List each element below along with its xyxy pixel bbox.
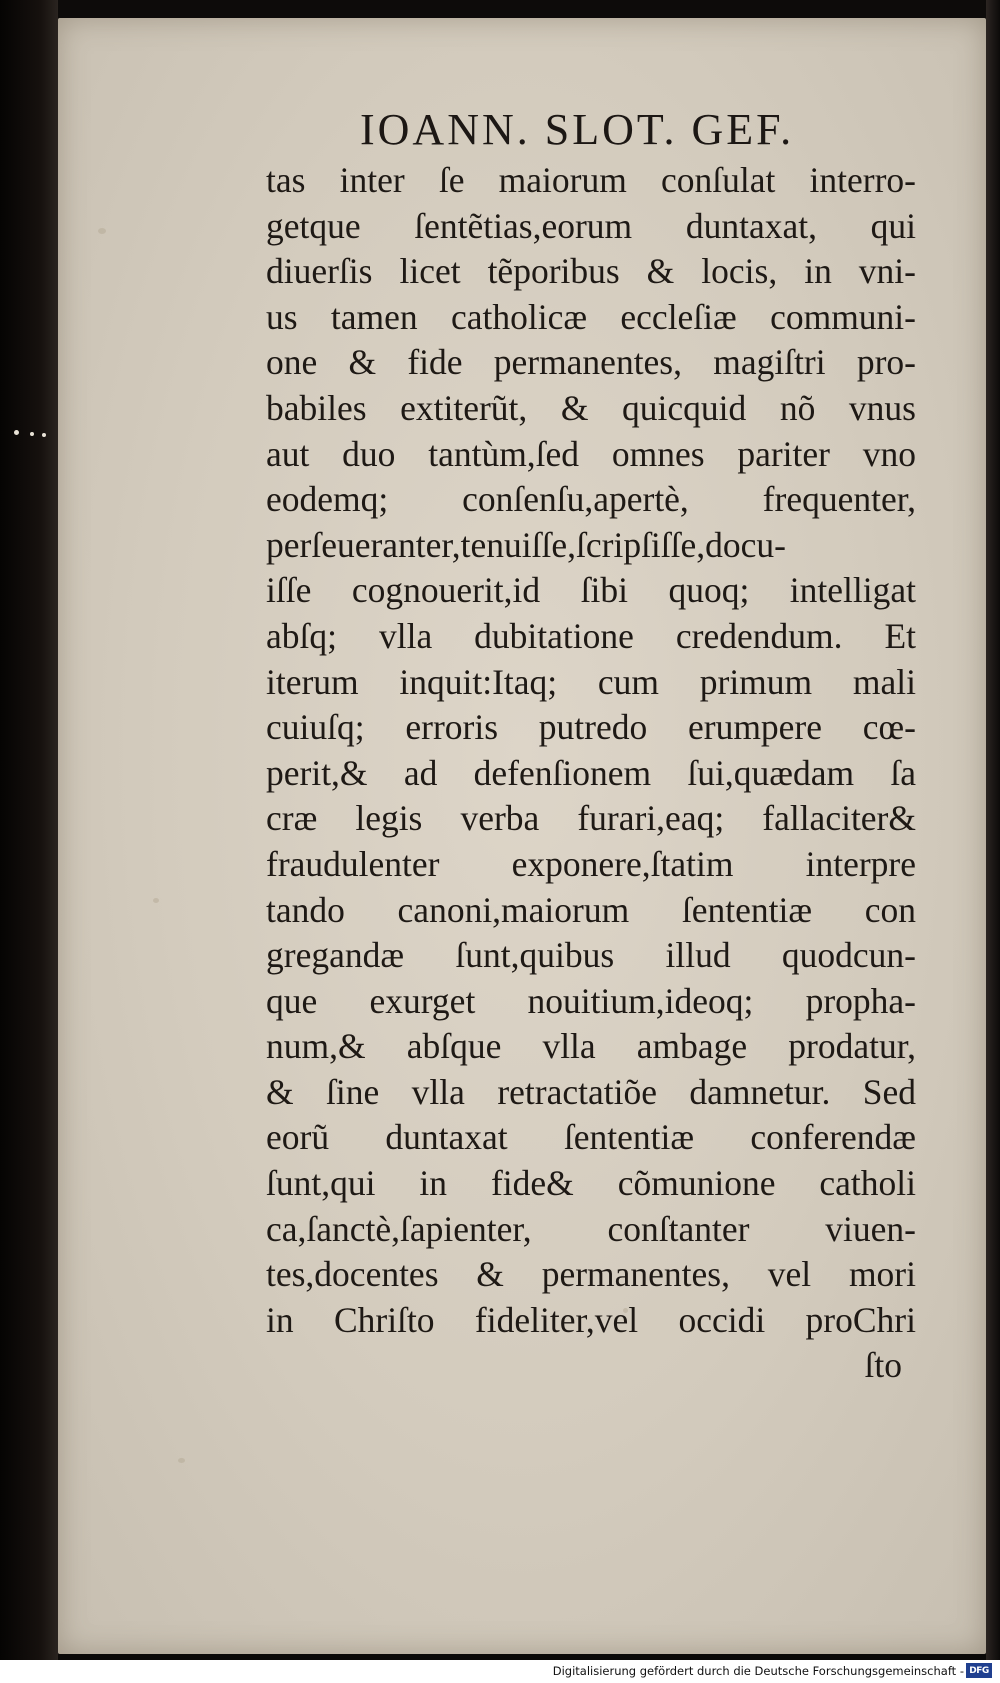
running-header: IOANN. SLOT. GEF. (360, 105, 795, 154)
text-line: one & fide permanentes, magiſtri pro- (266, 342, 916, 383)
text-line: num,& abſque vlla ambage prodatur, (266, 1026, 916, 1067)
top-shadow (58, 0, 986, 18)
paper-blemish (178, 1458, 185, 1463)
paper-blemish (98, 228, 106, 234)
right-edge-shadow (986, 0, 1000, 1660)
digitization-credit: Digitalisierung gefördert durch die Deutsche Forschungsgemeinschaft - (552, 1664, 964, 1678)
dfg-logo-icon: DFG (966, 1663, 992, 1678)
text-line: iſſe cognouerit,id ſibi quoq; intelligat (266, 570, 916, 611)
catchword: ſto (864, 1345, 902, 1386)
text-line: tando canoni,maiorum ſententiæ con (266, 889, 916, 930)
edge-speck (30, 432, 34, 436)
binding-shadow (0, 0, 58, 1660)
text-line: que exurget nouitium,ideoq; propha- (266, 980, 916, 1021)
text-line: cuiuſq; erroris putredo erumpere cœ- (266, 707, 916, 748)
text-line: fraudulenter exponere,ſtatim interpre (266, 843, 916, 884)
text-line: babiles extiterũt, & quicquid nõ vnus (266, 387, 916, 428)
text-line: gregandæ ſunt,quibus illud quodcun- (266, 935, 916, 976)
text-line: cræ legis verba furari,eaq; fallaciter& (266, 798, 916, 839)
text-line: aut duo tantùm,ſed omnes pariter vno (266, 433, 916, 474)
text-line: ſunt,qui in fide& cõmunione catholi (266, 1163, 916, 1204)
text-line: eorũ duntaxat ſententiæ conferendæ (266, 1117, 916, 1158)
text-line: abſq; vlla dubitatione credendum. Et (266, 615, 916, 656)
text-line: tes,docentes & permanentes, vel mori (266, 1254, 916, 1295)
text-line: iterum inquit:Itaq; cum primum mali (266, 661, 916, 702)
paper-blemish (153, 898, 159, 903)
text-line: diuerſis licet tẽporibus & locis, in vni- (266, 251, 916, 292)
text-line: eodemq; conſenſu,apertè, frequenter, (266, 479, 916, 520)
text-line: tas inter ſe maiorum conſulat interro- (266, 160, 916, 200)
edge-speck (42, 433, 46, 437)
body-text-block (266, 158, 916, 1389)
text-line: perſeueranter,tenuiſſe,ſcripſiſſe,docu- (266, 524, 786, 565)
text-line: getque ſentẽtias,eorum duntaxat, qui (266, 205, 916, 246)
text-line: perit,& ad defenſionem ſui,quædam ſa (266, 752, 916, 793)
edge-speck (14, 430, 19, 435)
text-line: ca,ſanctè,ſapienter, conſtanter viuen- (266, 1208, 916, 1249)
text-line: in Chriſto fideliter,vel occidi proChri (266, 1299, 916, 1340)
text-line: us tamen catholicæ eccleſiæ communi- (266, 296, 916, 337)
text-line: & ſine vlla retractatiõe damnetur. Sed (266, 1071, 916, 1112)
